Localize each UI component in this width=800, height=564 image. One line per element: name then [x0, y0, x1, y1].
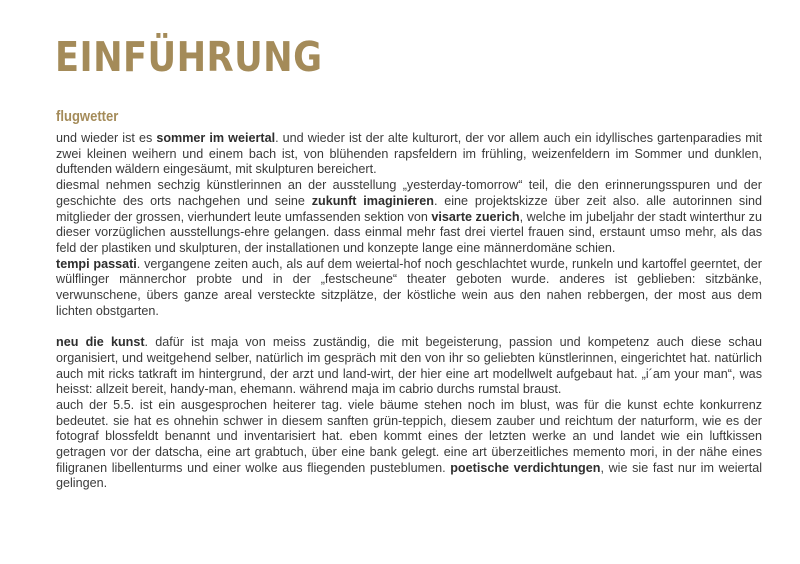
- bold-phrase: neu die kunst: [56, 335, 145, 350]
- body-text: [56, 131, 762, 492]
- paragraph-heiterer-tag: [56, 398, 762, 492]
- page-title: EINFÜHRUNG: [55, 33, 323, 81]
- paragraph-tempi-passati: [56, 257, 762, 320]
- text-run: auch der 5.5. ist ein ausgesprochen heiterer tag. viele bäume stehen noch im blust, was für die kunst echte konkurrenz bedeutet. sie hat es ohnehin schwer in diesem sanften grün-teppich, diesem zauber und reichtum der naturform, wie es der fotograf blossfeldt benannt und inventarisiert hat. eben kommt eines der letzten werke an und landet wie ein luftkissen getragen vor der datscha, eine art grabtuch, über eine bank gelegt. eine art überzeitliches memento mori, in der nähe eines filigranen libellenturms und einer wolke aus fliegenden pusteblumen.: [56, 397, 762, 475]
- paragraph-ausstellung: [56, 178, 762, 257]
- section-subtitle: flugwetter: [56, 109, 119, 125]
- text-run: , wie sie fast nur im weiertal gelingen.: [56, 460, 762, 491]
- bold-phrase: poetische verdichtungen: [450, 460, 601, 475]
- text-run: . vergangene zeiten auch, als auf dem weiertal-hof noch geschlachtet wurde, runkeln und kartoffel geerntet, der wülflinger männerchor probte und in der „festscheune“ theater geboten wurde. anderes ist geblieben: sitzbänke, verwunschene, übers ganze areal versteckte sitzplätze, der köstliche wein aus den nahen rebbergen, der most aus dem lichten obstgarten.: [56, 256, 762, 318]
- bold-phrase: visarte zuerich: [431, 209, 520, 224]
- paragraph-sommer: [56, 131, 762, 178]
- text-run: . eine projektskizze über zeit also. alle autorinnen sind mitglieder der grossen, vierhundert leute umfassenden sektion von: [56, 193, 762, 224]
- text-run: und wieder ist es: [56, 131, 157, 145]
- text-run: , welche im jubeljahr der stadt winterthur zu dieser vorzüglichen ausstellungs-ehre gelangen. dass einmal mehr fast drei viertel frauen sind, erstaunt umso mehr, als das feld der plastiken und skulpturen, der installationen und konzepte lange eine männerdomäne schien.: [56, 209, 762, 255]
- text-run: . dafür ist maja von meiss zuständig, die mit begeisterung, passion und kompetenz auch diese schau organisiert, und weitgehend selber, natürlich im gespräch mit den von ihr so geliebten künstlerinnen, eingerichtet hat. natürlich auch mit ricks tatkraft im hintergrund, der arzt und land-wirt, der hier eine art modellwelt aufgebaut hat. „i´am your man“, was heisst: allzeit bereit, handy-man, ehemann. während maja im cabrio durchs rumstal braust.: [56, 335, 762, 397]
- paragraph-neu-die-kunst: [56, 335, 762, 398]
- text-run: . und wieder ist der alte kulturort, der vor allem auch ein idyllisches gartenparadies mit zwei kleinen weihern und einem bach ist, von blühenden rapsfeldern im frühling, weizenfeldern im Sommer und dunklen, duftenden wäldern eingesäumt, mit skulpturen bereichert.: [56, 131, 762, 177]
- text-run: diesmal nehmen sechzig künstlerinnen an der ausstellung „yesterday-tomorrow“ teil, die den erinnerungsspuren und der geschichte des orts nachgehen und seine: [56, 178, 762, 208]
- bold-phrase: sommer im weiertal: [156, 131, 276, 145]
- bold-phrase: zukunft imaginieren: [311, 193, 434, 208]
- bold-phrase: tempi passati: [56, 256, 137, 271]
